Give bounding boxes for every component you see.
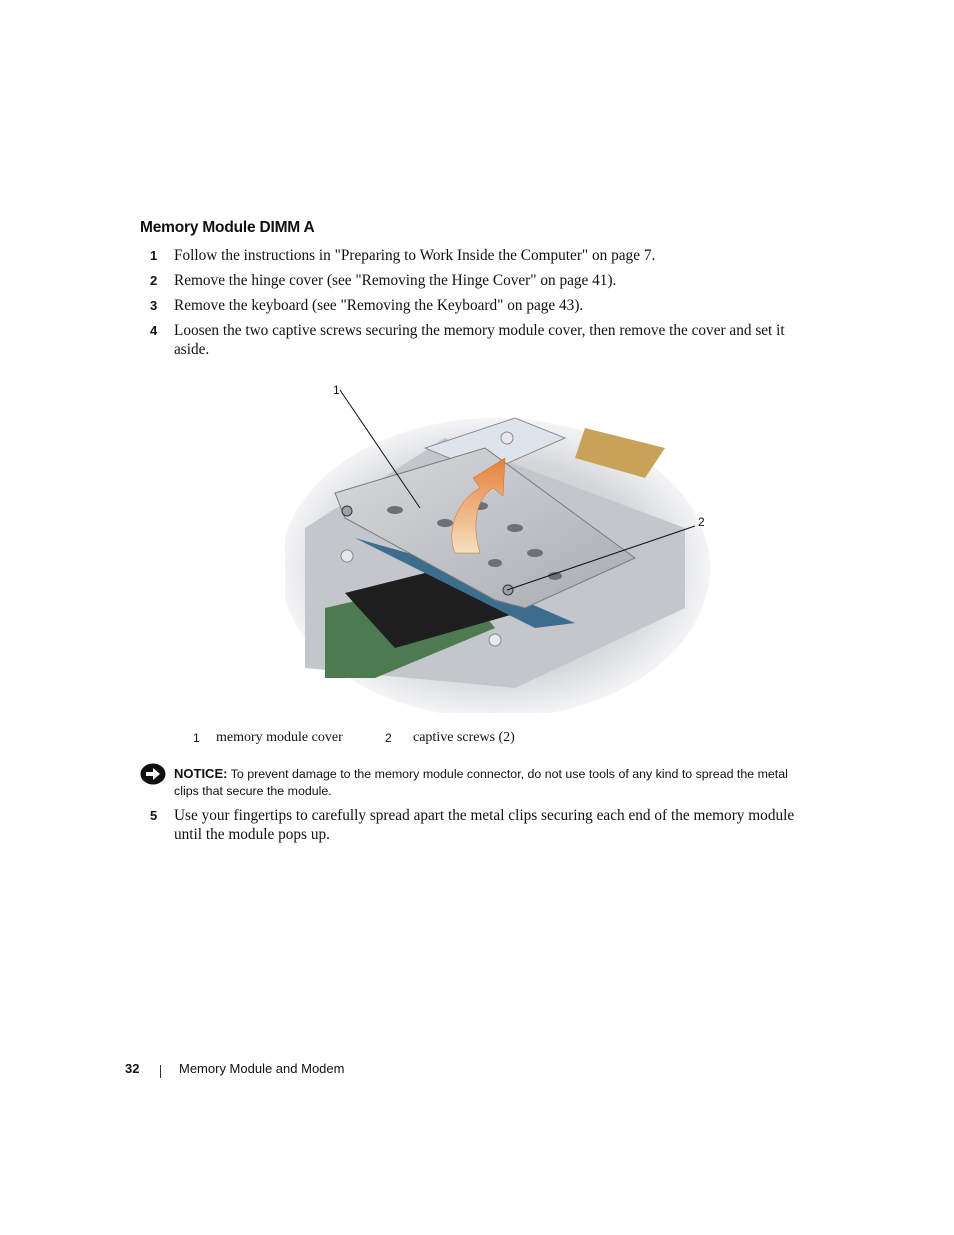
notice-body (174, 765, 804, 800)
step-number: 5 (150, 808, 158, 823)
step-text: Loosen the two captive screws securing the memory module cover, then remove the cover and set it aside. (174, 322, 785, 358)
step-number: 2 (150, 273, 158, 288)
step-text: Follow the instructions in "Preparing to Work Inside the Computer" on page 7. (174, 247, 656, 264)
notice-label: NOTICE: (174, 766, 228, 781)
step-text: Remove the hinge cover (see "Removing the Hinge Cover" on page 41). (174, 272, 617, 289)
legend-label: memory module cover (216, 730, 343, 745)
notice-icon (140, 763, 166, 785)
notice-text: To prevent damage to the memory module connector, do not use tools of any kind to spread the metal clips that secure the module. (174, 767, 788, 798)
callout-number-2: 2 (698, 515, 705, 529)
callout-number-1: 1 (333, 383, 340, 397)
step-number: 1 (150, 248, 158, 263)
step-text: Use your fingertips to carefully spread apart the metal clips securing each end of the memory module until the module pops up. (174, 807, 795, 843)
section-heading: Memory Module DIMM A (140, 219, 315, 236)
step-number: 4 (150, 323, 158, 338)
legend-label: captive screws (2) (413, 730, 515, 745)
legend-number: 1 (193, 731, 200, 745)
step-number: 3 (150, 298, 158, 313)
footer-divider (160, 1065, 161, 1078)
chassis-post (501, 432, 513, 444)
laptop-memory-bay-drawing (285, 378, 715, 713)
step-text: Remove the keyboard (see "Removing the Keyboard" on page 43). (174, 297, 584, 314)
captive-screw-left (342, 506, 352, 516)
footer-section-title: Memory Module and Modem (179, 1061, 345, 1076)
chassis-post (341, 550, 353, 562)
chassis-post (489, 634, 501, 646)
page-number: 32 (125, 1061, 140, 1076)
legend-number: 2 (385, 731, 392, 745)
memory-cover-illustration (285, 378, 715, 713)
